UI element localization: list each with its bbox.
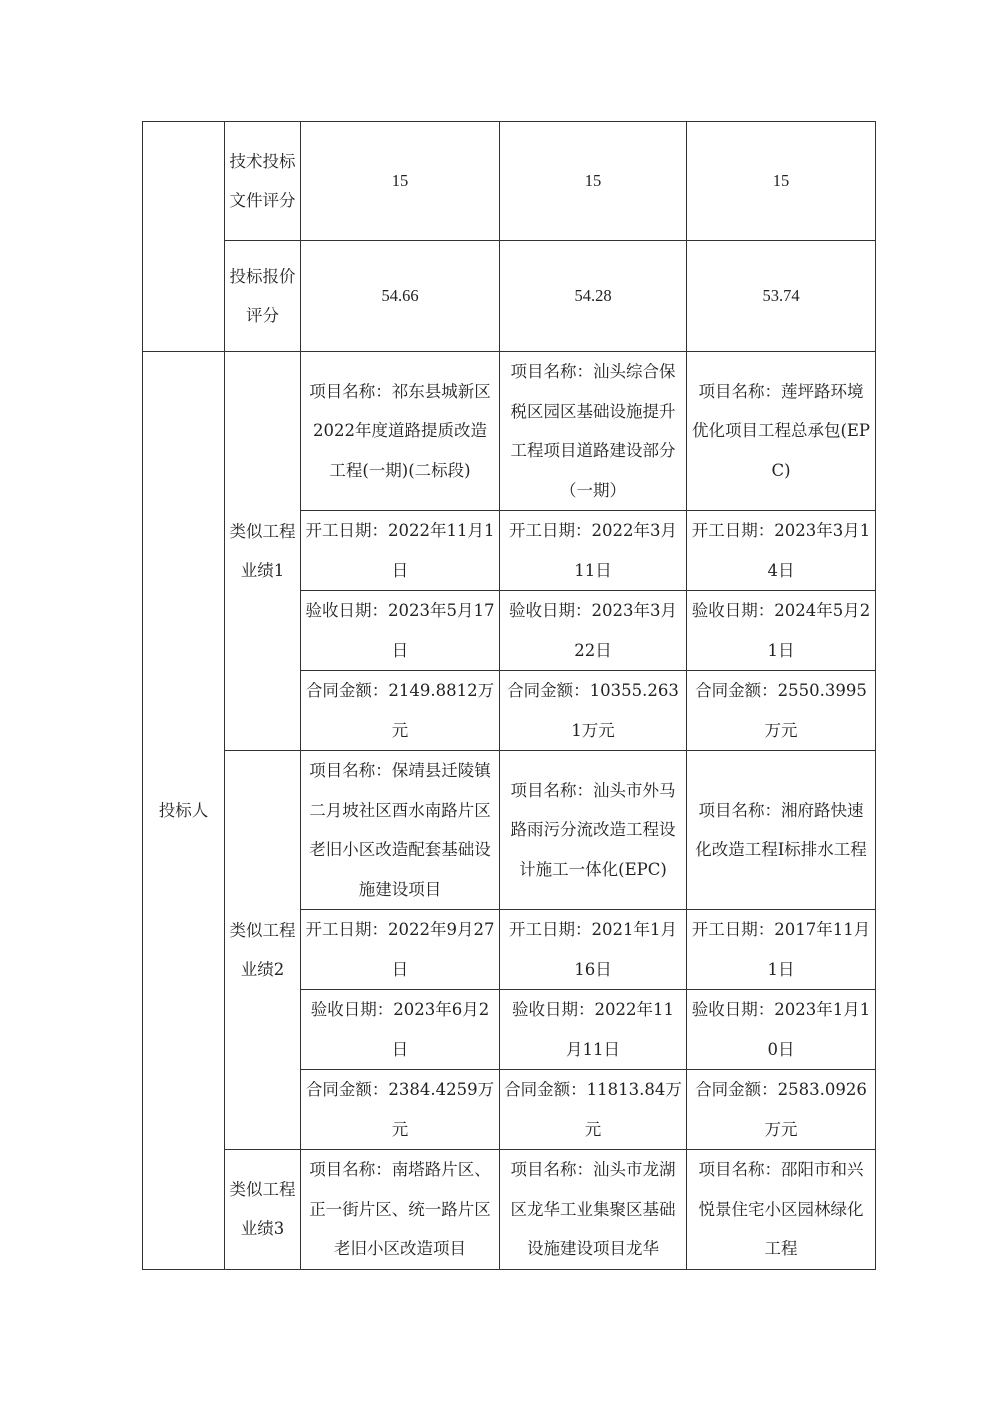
performance-label-3: 类似工程业绩3: [225, 1150, 301, 1270]
project-name-1-1: 项目名称：祁东县城新区2022年度道路提质改造工程(一期)(二标段): [301, 352, 500, 511]
tech-score-1: 15: [301, 122, 500, 241]
project-name-2-3: 项目名称：湘府路快速化改造工程Ⅰ标排水工程: [687, 751, 876, 910]
performance-label-1: 类似工程业绩1: [225, 352, 301, 751]
start-date-2-1: 开工日期：2022年9月27日: [301, 910, 500, 990]
price-score-1: 54.66: [301, 241, 500, 352]
contract-amount-1-2: 合同金额：10355.2631万元: [500, 671, 687, 751]
evaluation-table: [142, 121, 876, 1270]
contract-amount-2-1: 合同金额：2384.4259万元: [301, 1070, 500, 1150]
table-row: [143, 241, 876, 352]
contract-amount-2-3: 合同金额：2583.0926万元: [687, 1070, 876, 1150]
price-score-3: 53.74: [687, 241, 876, 352]
tech-score-2: 15: [500, 122, 687, 241]
project-name-2-1: 项目名称：保靖县迁陵镇二月坡社区酉水南路片区老旧小区改造配套基础设施建设项目: [301, 751, 500, 910]
table-row: [143, 1150, 876, 1270]
row-label-price-score: 投标报价评分: [225, 241, 301, 352]
start-date-1-3: 开工日期：2023年3月14日: [687, 511, 876, 591]
bidder-label: 投标人: [143, 352, 225, 1270]
project-name-3-1: 项目名称：南塔路片区、正一街片区、统一路片区老旧小区改造项目: [301, 1150, 500, 1270]
accept-date-1-1: 验收日期：2023年5月17日: [301, 591, 500, 671]
contract-amount-1-1: 合同金额：2149.8812万元: [301, 671, 500, 751]
accept-date-2-1: 验收日期：2023年6月2日: [301, 990, 500, 1070]
tech-score-3: 15: [687, 122, 876, 241]
start-date-1-2: 开工日期：2022年3月11日: [500, 511, 687, 591]
project-name-2-2: 项目名称：汕头市外马路雨污分流改造工程设计施工一体化(EPC): [500, 751, 687, 910]
project-name-3-2: 项目名称：汕头市龙湖区龙华工业集聚区基础设施建设项目龙华: [500, 1150, 687, 1270]
row-label-tech-score: 技术投标文件评分: [225, 122, 301, 241]
contract-amount-2-2: 合同金额：11813.84万元: [500, 1070, 687, 1150]
contract-amount-1-3: 合同金额：2550.3995万元: [687, 671, 876, 751]
table-row: [143, 751, 876, 910]
price-score-2: 54.28: [500, 241, 687, 352]
table-row: [143, 122, 876, 241]
project-name-3-3: 项目名称：邵阳市和兴悦景住宅小区园林绿化工程: [687, 1150, 876, 1270]
empty-cell: [143, 122, 225, 352]
project-name-1-3: 项目名称：莲坪路环境优化项目工程总承包(EPC): [687, 352, 876, 511]
start-date-1-1: 开工日期：2022年11月1日: [301, 511, 500, 591]
accept-date-1-3: 验收日期：2024年5月21日: [687, 591, 876, 671]
accept-date-2-3: 验收日期：2023年1月10日: [687, 990, 876, 1070]
performance-label-2: 类似工程业绩2: [225, 751, 301, 1150]
start-date-2-3: 开工日期：2017年11月1日: [687, 910, 876, 990]
accept-date-2-2: 验收日期：2022年11月11日: [500, 990, 687, 1070]
accept-date-1-2: 验收日期：2023年3月22日: [500, 591, 687, 671]
start-date-2-2: 开工日期：2021年1月16日: [500, 910, 687, 990]
project-name-1-2: 项目名称：汕头综合保税区园区基础设施提升工程项目道路建设部分（一期）: [500, 352, 687, 511]
table-row: [143, 352, 876, 511]
